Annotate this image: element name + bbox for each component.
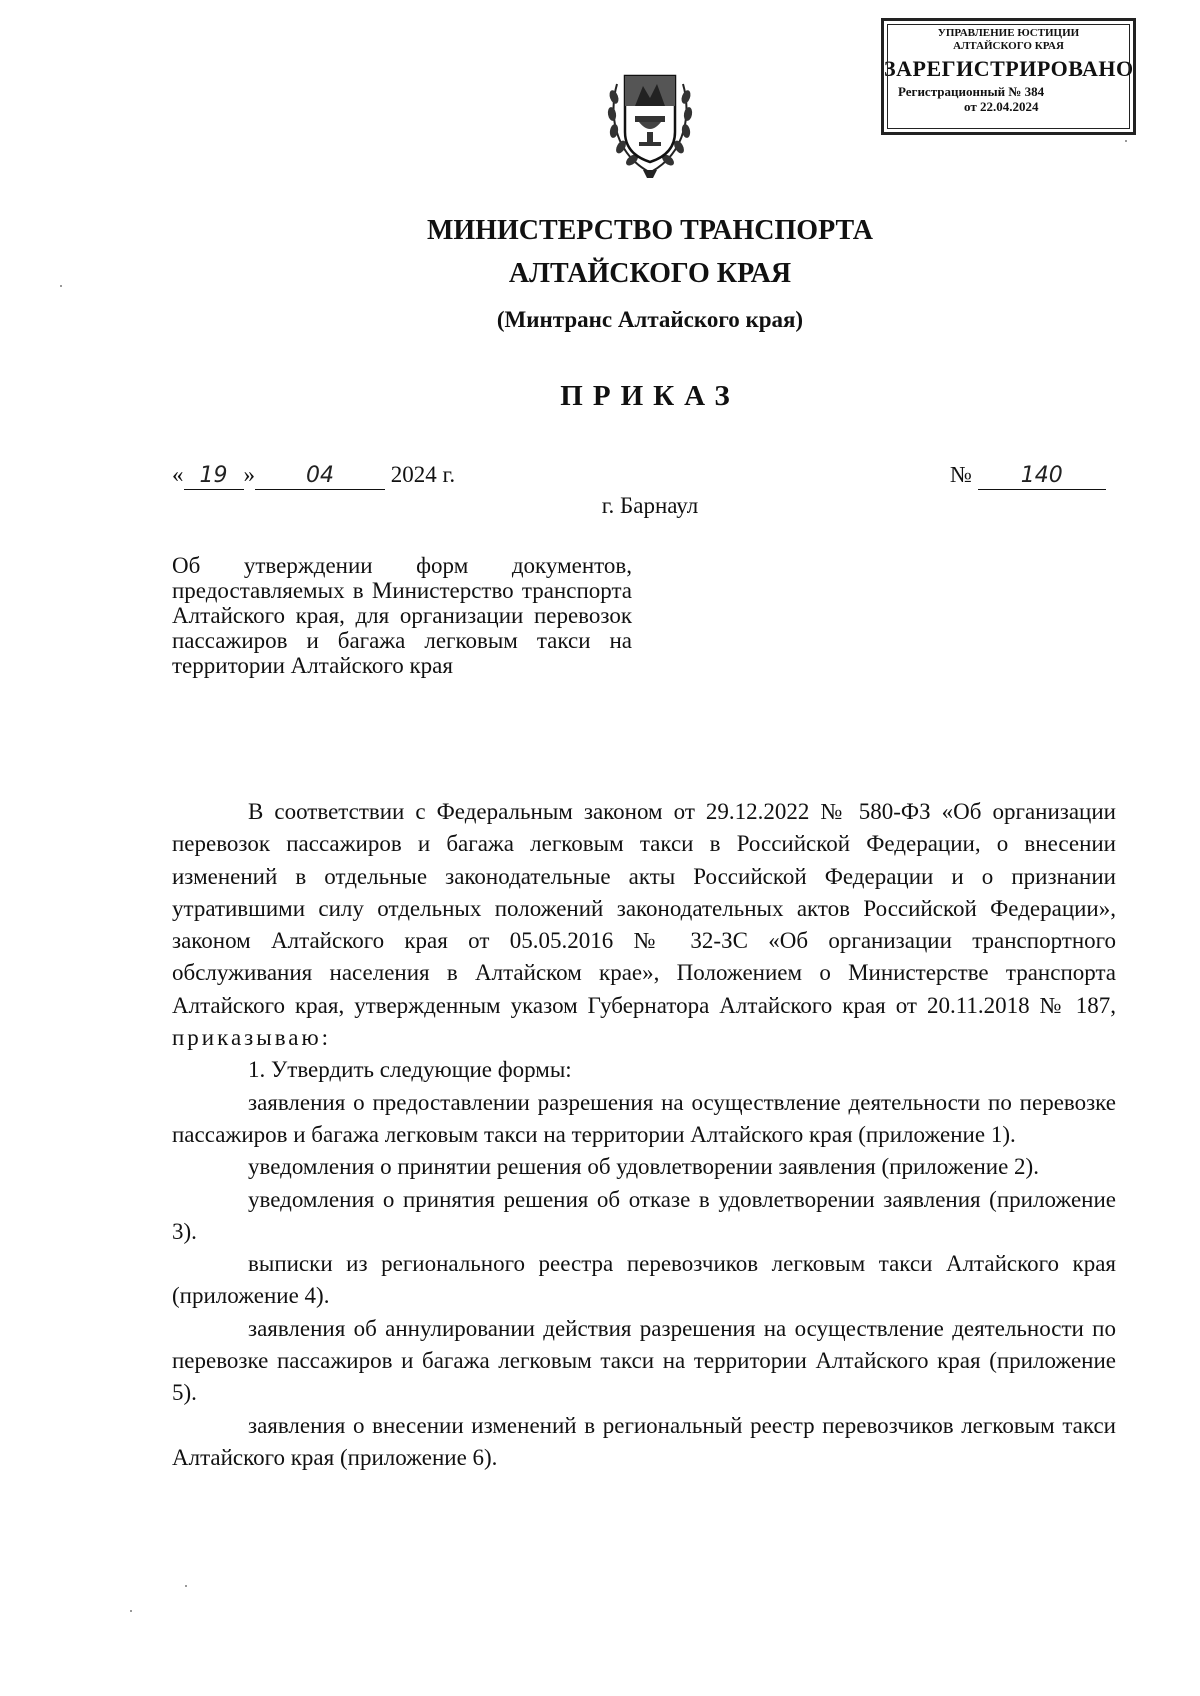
form-item-4: выписки из регионального реестра перевозчиков легковым такси Алтайского края (приложение 4).: [172, 1251, 1116, 1309]
order-number: [950, 462, 1106, 490]
order-month: 04: [255, 463, 385, 490]
stamp-inner-border: [887, 24, 1130, 129]
stamp-org-line1: УПРАВЛЕНИЕ ЮСТИЦИИ: [937, 27, 1080, 39]
scan-speck: [185, 1585, 187, 1587]
stamp-status: ЗАРЕГИСТРИРОВАНО: [884, 56, 1134, 81]
stamp-reg-date: от 22.04.2024: [964, 99, 1039, 114]
order-subject: Об утверждении форм документов, предоставляемых в Министерство транспорта Алтайского края, для организации перевозок пассажиров и багажа легковым такси на территории Алтайского края: [172, 553, 632, 678]
date-open-quote: «: [172, 462, 184, 487]
scan-speck: [130, 1610, 132, 1612]
ministry-short-name: (Минтранс Алтайского края): [496, 307, 804, 332]
registration-stamp: [881, 18, 1136, 135]
order-word: приказываю:: [172, 1025, 332, 1051]
order-number-value: 140: [978, 463, 1106, 490]
scan-speck: [60, 285, 62, 287]
form-item-2: уведомления о принятии решения об удовлетворении заявления (приложение 2).: [248, 1154, 1039, 1180]
item-1: 1. Утвердить следующие формы:: [248, 1057, 572, 1083]
stamp-reg-number: Регистрационный № 384: [898, 84, 1045, 99]
form-item-6: заявления о внесении изменений в региональный реестр перевозчиков легковым такси Алтайского края (приложение 6).: [172, 1412, 1116, 1470]
order-date: [172, 462, 455, 490]
ministry-name-line1: МИНИСТЕРСТВО ТРАНСПОРТА: [426, 215, 874, 246]
order-body: [172, 796, 1116, 1474]
preamble-paragraph: [172, 796, 1116, 1054]
ministry-name-line2: АЛТАЙСКОГО КРАЯ: [508, 258, 792, 289]
preamble-text: В соответствии с Федеральным законом от 29.12.2022 № 580-ФЗ «Об организации перевозок пассажиров и багажа легковым такси в Российской Федерации, о внесении изменений в отдельные законодательные акты Российской Федерации и о признании утратившими силу отдельных положений законодательных актов Российской Федерации», законом Алтайского края от 05.05.2016 № 32-ЗС «Об организации транспортного обслуживания населения в Алтайском крае», Положением о Министерстве транспорта Алтайского края, утвержденным указом Губернатора Алтайского края от 20.11.2018 № 187,: [172, 799, 1116, 1018]
altai-krai-coat-of-arms-icon: [605, 62, 695, 180]
stamp-org-line2: АЛТАЙСКОГО КРАЯ: [953, 40, 1064, 52]
issue-city: г. Барнаул: [601, 493, 699, 518]
form-item-3: уведомления о принятия решения об отказе в удовлетворении заявления (приложение 3).: [172, 1186, 1116, 1244]
order-year: 2024 г.: [390, 462, 456, 487]
scan-speck: [1125, 140, 1127, 142]
form-item-1: заявления о предоставлении разрешения на осуществление деятельности по перевозке пассажиров и багажа легковым такси на территории Алтайского края (приложение 1).: [172, 1089, 1116, 1147]
document-type-title: ПРИКАЗ: [560, 380, 740, 412]
order-number-label: №: [950, 462, 972, 487]
date-close-quote: »: [243, 462, 255, 487]
form-item-5: заявления об аннулировании действия разрешения на осуществление деятельности по перевозке пассажиров и багажа легковым такси на территории Алтайского края (приложение 5).: [172, 1315, 1116, 1406]
order-day: 19: [184, 463, 244, 490]
